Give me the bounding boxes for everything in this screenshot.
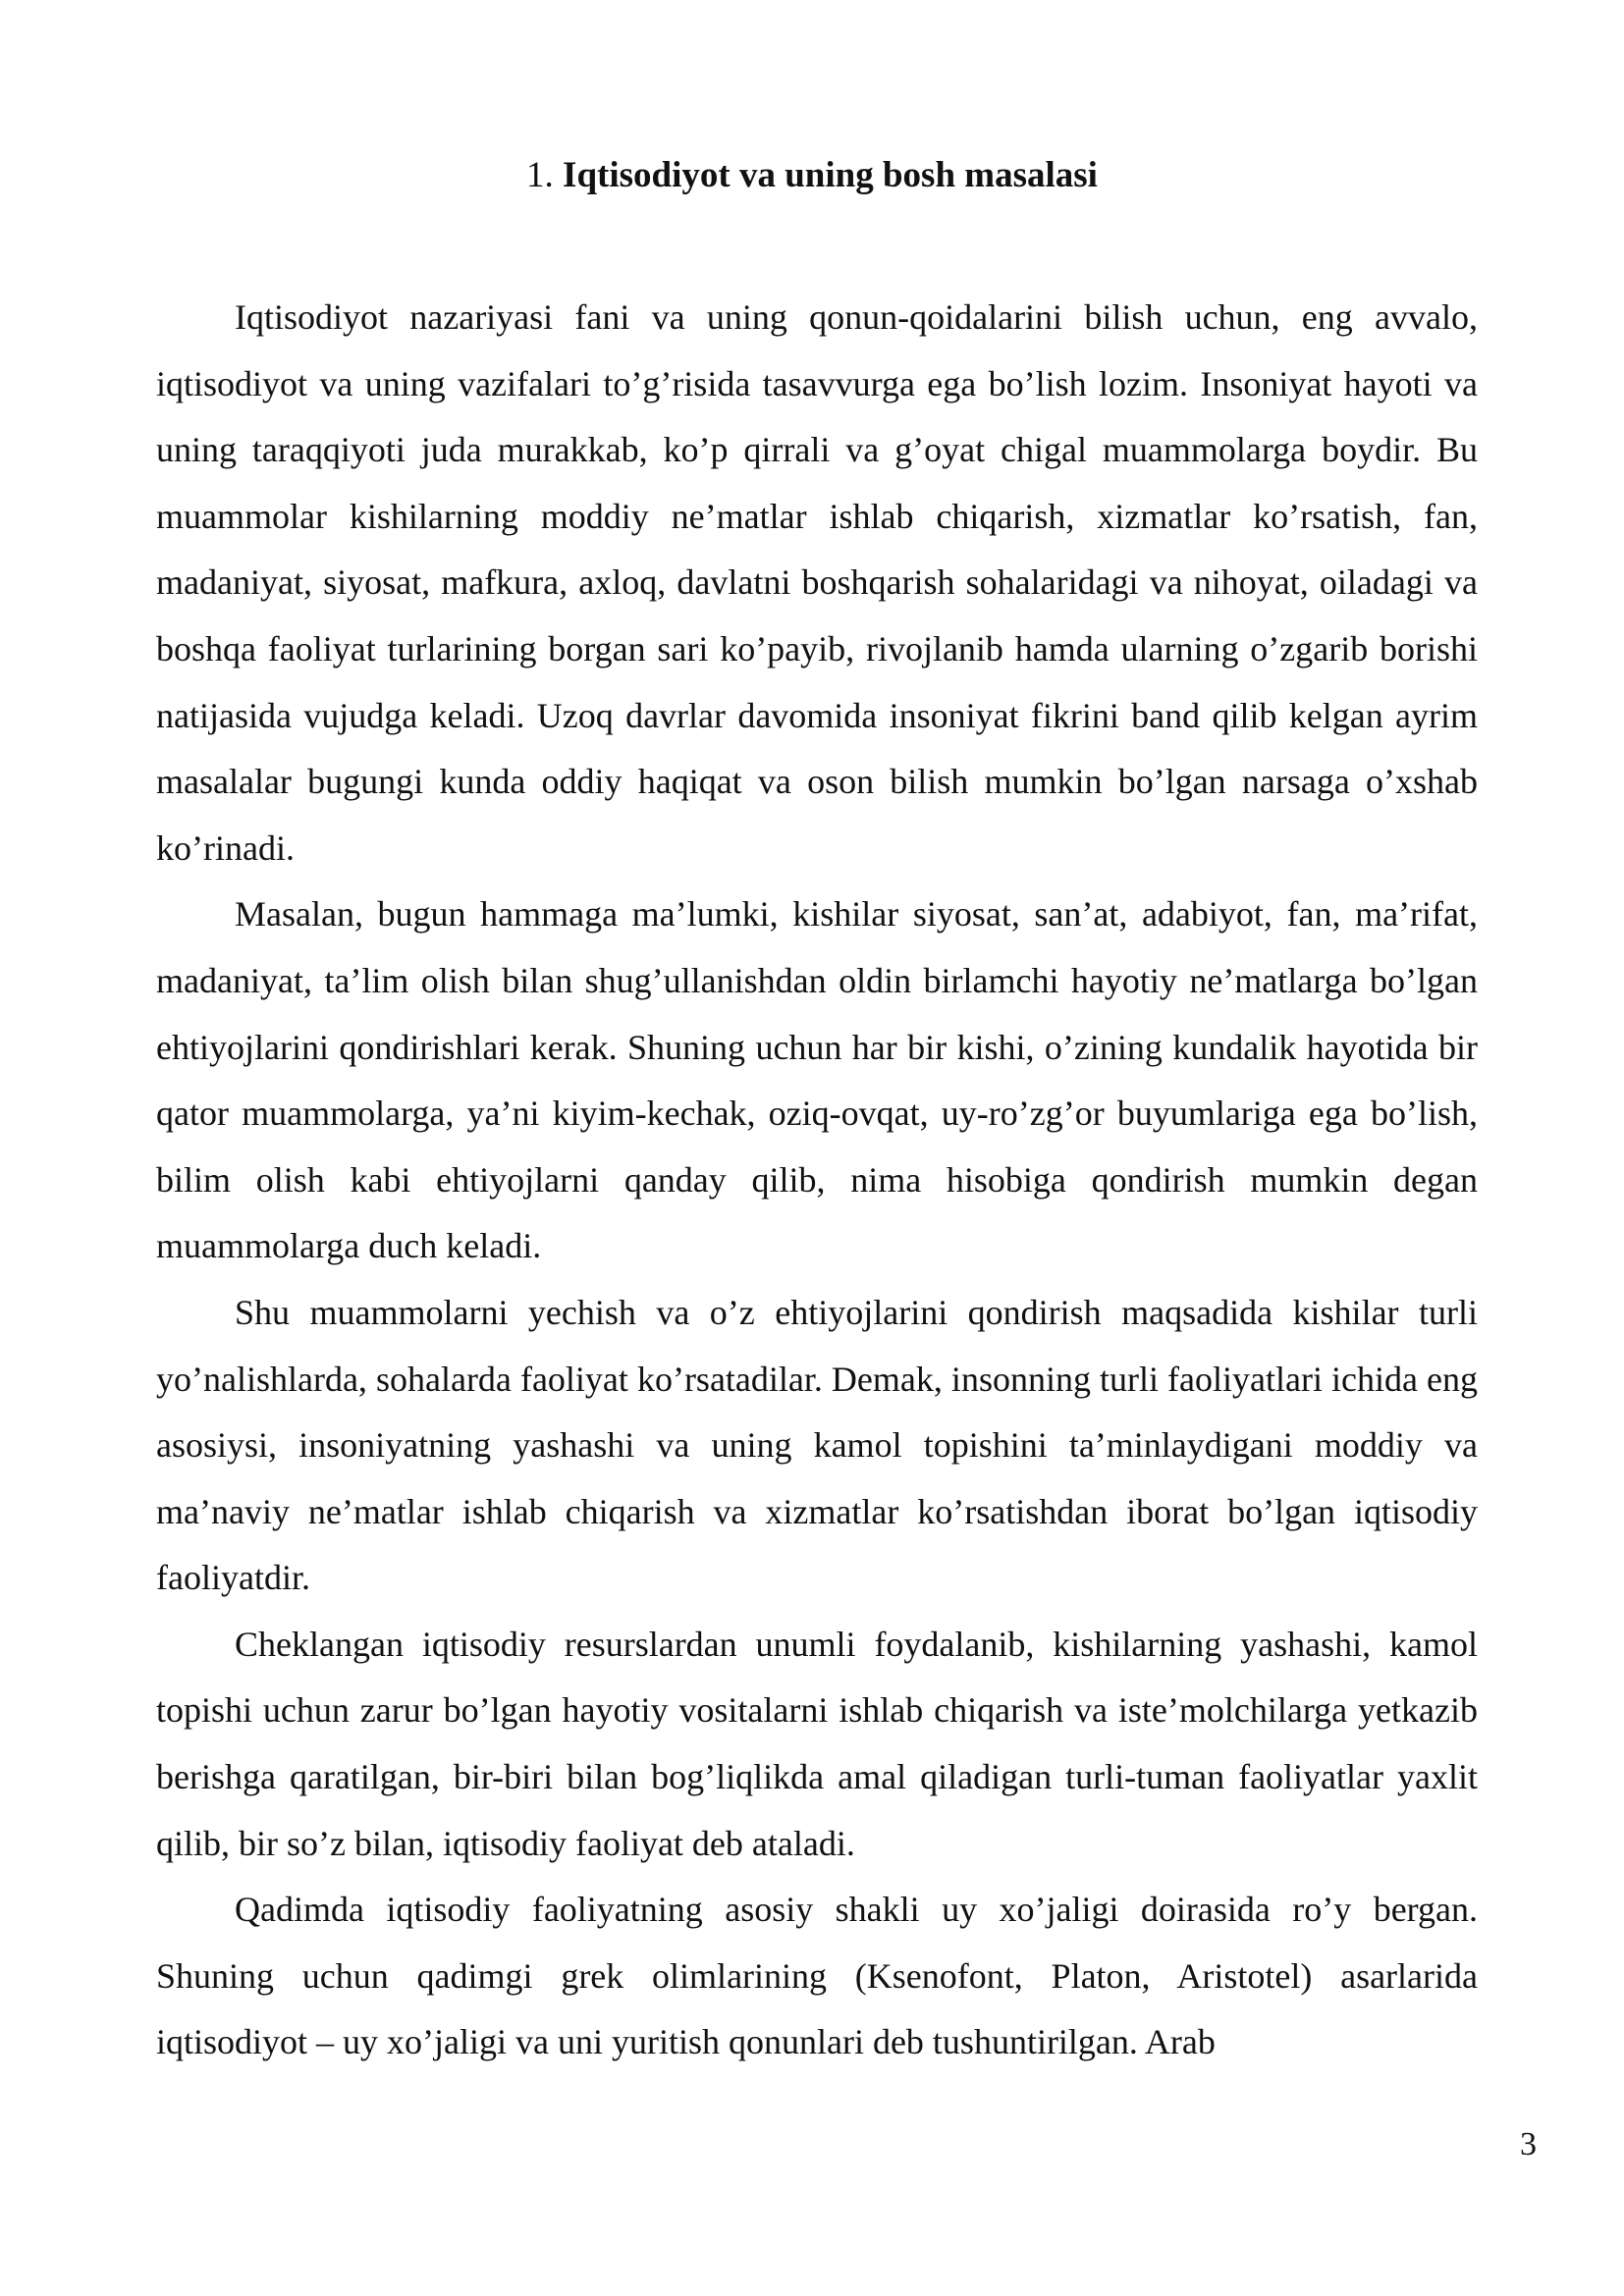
heading-number: 1. bbox=[526, 155, 554, 195]
page-number: 3 bbox=[1520, 2126, 1537, 2163]
section-heading bbox=[0, 152, 1624, 199]
paragraph-5: Qadimda iqtisodiy faoliyatning asosiy shakli uy xo’jaligi doirasida ro’y bergan. Shuning uchun qadimgi grek olimlarining (Ksenofont, Platon, Aristotel) asarlarida iqtisodiyot – uy xo’jaligi va uni yuritish qonunlari deb tushuntirilgan. Arab bbox=[156, 1890, 1478, 2062]
paragraph-3: Shu muammolarni yechish va o’z ehtiyojlarini qondirish maqsadida kishilar turli yo’nalishlarda, sohalarda faoliyat ko’rsatadilar. Demak, insonning turli faoliyatlari ichida eng asosiysi, insoniyatning yashashi va uning kamol topishini ta’minlaydigani moddiy va ma’naviy ne’matlar ishlab chiqarish va xizmatlar ko’rsatishdan iborat bo’lgan iqtisodiy faoliyatdir. bbox=[156, 1292, 1478, 1598]
paragraph-2: Masalan, bugun hammaga ma’lumki, kishilar siyosat, san’at, adabiyot, fan, ma’rifat, madaniyat, ta’lim olish bilan shug’ullanishdan oldin birlamchi hayotiy ne’matlarga bo’lgan ehtiyojlarini qondirishlari kerak. Shuning uchun har bir kishi, o’zining kundalik hayotida bir qator muammolarga, ya’ni kiyim-kechak, oziq-ovqat, uy-ro’zg’or buyumlariga ega bo’lish, bilim olish kabi ehtiyojlarni qanday qilib, nima hisobiga qondirish mumkin degan muammolarga duch keladi. bbox=[156, 894, 1478, 1266]
body-text bbox=[156, 285, 1478, 2076]
paragraph-4: Cheklangan iqtisodiy resurslardan unumli foydalanib, kishilarning yashashi, kamol topishi uchun zarur bo’lgan hayotiy vositalarni ishlab chiqarish va iste’molchilarga yetkazib berishga qaratilgan, bir-biri bilan bog’liqlikda amal qiladigan turli-tuman faoliyatlar yaxlit qilib, bir so’z bilan, iqtisodiy faoliyat deb ataladi. bbox=[156, 1624, 1478, 1863]
heading-title: Iqtisodiyot va uning bosh masalasi bbox=[563, 155, 1098, 195]
paragraph-1: Iqtisodiyot nazariyasi fani va uning qonun-qoidalarini bilish uchun, eng avvalo, iqtisodiyot va uning vazifalari to’g’risida tasavvurga ega bo’lish lozim. Insoniyat hayoti va uning taraqqiyoti juda murakkab, ko’p qirrali va g’oyat chigal muammolarga boydir. Bu muammolar kishilarning moddiy ne’matlar ishlab chiqarish, xizmatlar ko’rsatish, fan, madaniyat, siyosat, mafkura, axloq, davlatni boshqarish sohalaridagi va nihoyat, oiladagi va boshqa faoliyat turlarining borgan sari ko’payib, rivojlanib hamda ularning o’zgarib borishi natijasida vujudga keladi. Uzoq davrlar davomida insoniyat fikrini band qilib kelgan ayrim masalalar bugungi kunda oddiy haqiqat va oson bilish mumkin bo’lgan narsaga o’xshab ko’rinadi. bbox=[156, 297, 1478, 868]
